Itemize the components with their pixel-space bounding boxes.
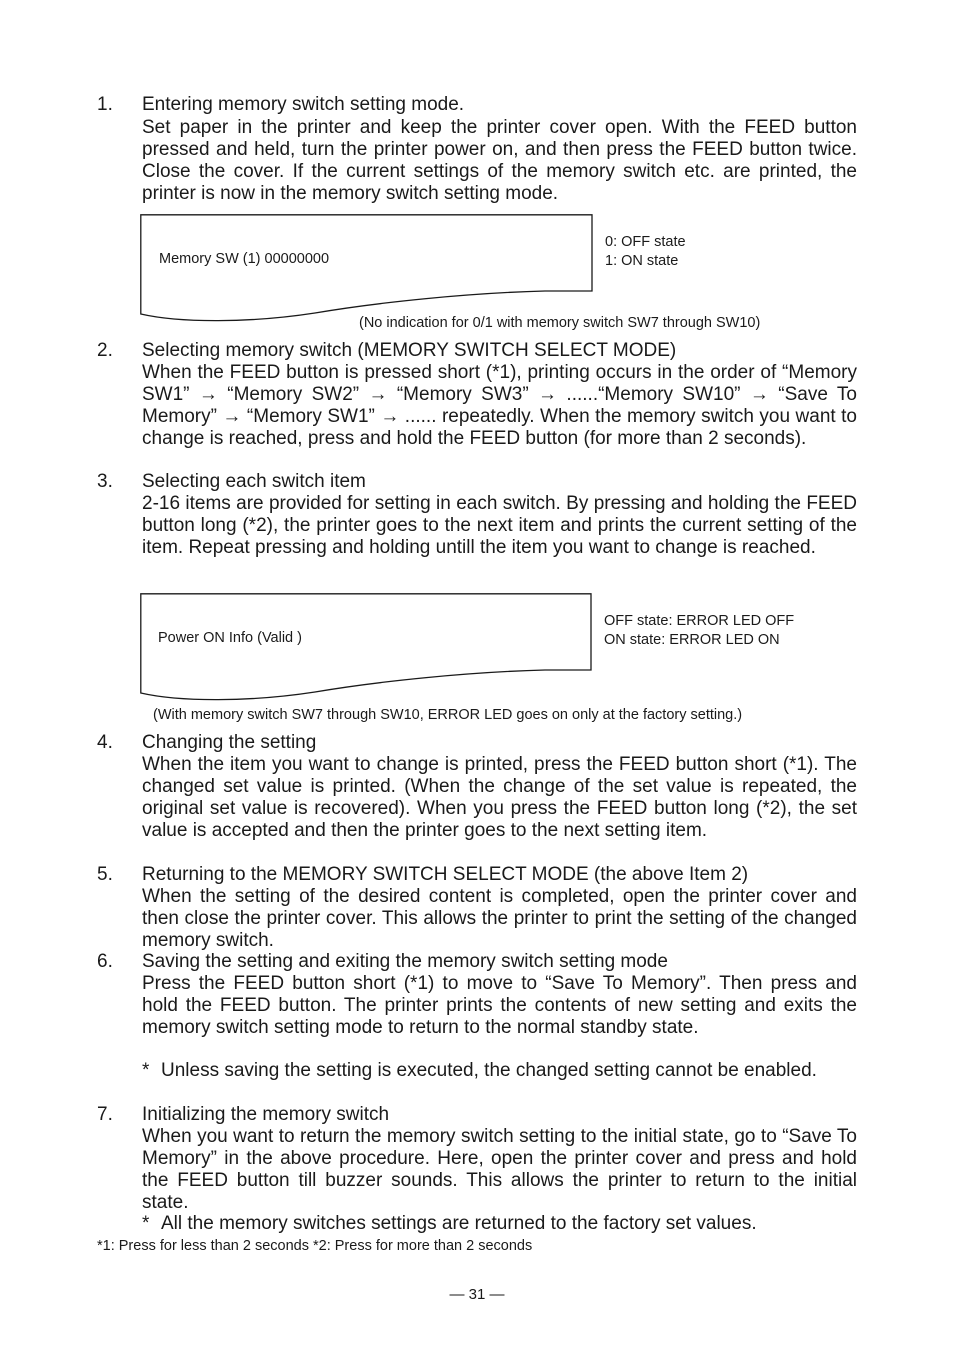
item-heading: Saving the setting and exiting the memory switch setting mode [142,951,668,972]
legend-off: 0: OFF state [605,234,686,250]
paper-slip-outline [140,593,594,703]
item-body [142,754,857,842]
item-paragraph: When the FEED button is pressed short (*1), printing occurs in the order of “Memory SW1” → “Memory SW2” → “Memory SW3” → ......“Memory SW10” → “Save To Memory” → “Memory SW1” → ...... repeatedly. When the memory switch you want to change is reached, press and hold the FEED button (for more than 2 seconds). [142,362,857,449]
item-heading: Entering memory switch setting mode. [142,94,465,115]
figure-caption: (No indication for 0/1 with memory switch SW7 through SW10) [359,315,761,331]
item-number: 1. [97,94,113,115]
item-body [142,362,857,450]
item-heading: Returning to the MEMORY SWITCH SELECT MODE (the above Item 2) [142,864,749,885]
printout-sample-2 [140,593,594,703]
note-asterisk: * [142,1213,150,1234]
item-paragraph: When you want to return the memory switch setting to the initial state, go to “Save To Memory” in the above procedure. Here, open the printer cover and press and hold the FEED button till buzzer sounds. This allows the printer to return to the initial state. [142,1126,857,1213]
printout-sample-1 [140,214,594,324]
legend-off: OFF state: ERROR LED OFF [604,613,795,629]
item-paragraph: When the item you want to change is printed, press the FEED button short (*1). The changed set value is printed. (When the change of the set value is repeated, the original set value is recovered). When you press the FEED button long (*2), the set value is accepted and then the printer goes to the next setting item. [142,754,857,841]
item-note [142,1060,857,1082]
item-heading: Changing the setting [142,732,317,753]
paper-slip-outline [140,214,594,324]
printout-text: Power ON Info (Valid ) [158,630,302,646]
figure-caption: (With memory switch SW7 through SW10, ERROR LED goes on only at the factory setting.) [153,707,743,723]
item-heading: Initializing the memory switch [142,1104,390,1125]
item-paragraph: 2-16 items are provided for setting in each switch. By pressing and holding the FEED button long (*2), the printer goes to the next item and prints the current setting of the item. Repeat pressing and holding untill the item you want to change is reached. [142,493,857,558]
item-number: 7. [97,1104,113,1125]
item-number: 6. [97,951,113,972]
item-body [142,493,857,559]
item-paragraph: Press the FEED button short (*1) to move to “Save To Memory”. Then press and hold the FEED button. The printer prints the contents of new setting and exits the memory switch setting mode to return to the normal standby state. [142,973,857,1038]
item-heading: Selecting memory switch (MEMORY SWITCH SELECT MODE) [142,340,677,361]
note-asterisk: * [142,1060,150,1081]
item-number: 3. [97,471,113,492]
item-number: 2. [97,340,113,361]
legend-on: ON state: ERROR LED ON [604,632,780,648]
item-body [142,1126,857,1214]
page-number: — 31 — [449,1286,505,1303]
note-text: Unless saving the setting is executed, the changed setting cannot be enabled. [161,1060,817,1081]
footnote: *1: Press for less than 2 seconds *2: Press for more than 2 seconds [97,1238,533,1254]
item-paragraph: When the setting of the desired content is completed, open the printer cover and then close the printer cover. This allows the printer to print the setting of the changed memory switch. [142,886,857,951]
item-paragraph: Set paper in the printer and keep the printer cover open. With the FEED button pressed and held, turn the printer power on, and then press the FEED button twice. Close the cover. If the current settings of the memory switch etc. are printed, the printer is now in the memory switch setting mode. [142,117,857,204]
item-number: 5. [97,864,113,885]
item-body [142,886,857,952]
item-number: 4. [97,732,113,753]
item-body [142,117,857,205]
item-body [142,973,857,1039]
item-heading: Selecting each switch item [142,471,366,492]
item-note [142,1213,857,1235]
note-text: All the memory switches settings are returned to the factory set values. [161,1213,757,1234]
printout-text: Memory SW (1) 00000000 [159,251,330,267]
legend-on: 1: ON state [605,253,679,269]
